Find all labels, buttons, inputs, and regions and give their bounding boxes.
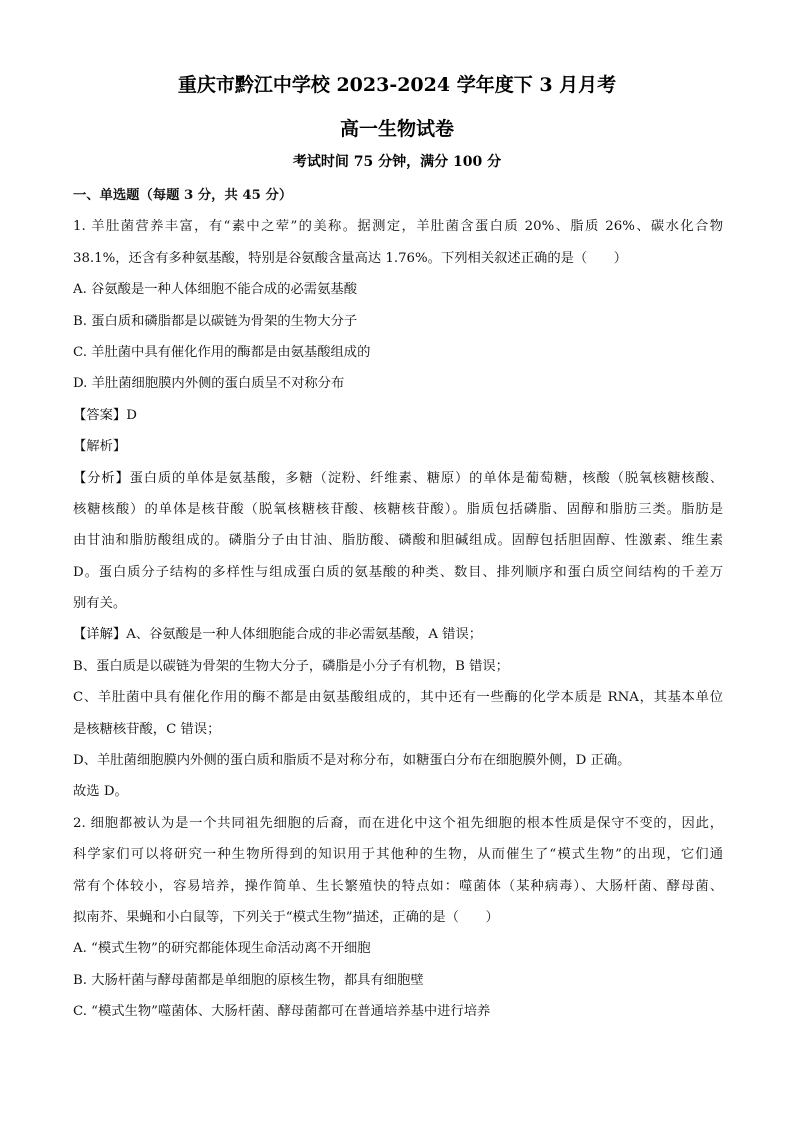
q1-explain-tag: 【解析】 bbox=[73, 439, 127, 455]
q1-option-b: B. 蛋白质和磷脂都是以碳链为骨架的生物大分子 bbox=[73, 313, 358, 329]
q1-detail-line: B、蛋白质是以碳链为骨架的生物大分子，磷脂是小分子有机物，B 错误； bbox=[73, 658, 509, 674]
paper-title: 高一生物试卷 bbox=[339, 118, 454, 140]
q1-analysis-line: 别有关。 bbox=[73, 596, 127, 612]
q1-analysis-line: D。蛋白质分子结构的多样性与组成蛋白质的氨基酸的种类、数目、排列顺序和蛋白质空间结构的千差万 bbox=[73, 564, 723, 580]
q2-stem-line: 科学家们可以将研究一种生物所得到的知识用于其他种的生物，从而催生了“模式生物”的出现，它们通 bbox=[73, 847, 723, 863]
school-exam-title: 重庆市黔江中学校 2023-2024 学年度下 3 月月考 bbox=[177, 74, 617, 96]
analysis-text: 蛋白质的单体是氨基酸，多糖（淀粉、纤维素、糖原）的单体是葡萄糖，核酸（脱氧核糖核酸、 bbox=[129, 470, 723, 486]
q2-stem-line: 常有个体较小，容易培养，操作简单、生长繁殖快的特点如：噬菌体（某种病毒）、大肠杆菌、酵母菌、 bbox=[73, 878, 723, 894]
q1-detail-line: D、羊肚菌细胞膜内外侧的蛋白质和脂质不是对称分布，如糖蛋白分布在细胞膜外侧，D 正确。 bbox=[73, 753, 631, 769]
detail-text: A、谷氨酸是一种人体细胞能合成的非必需氨基酸，A 错误； bbox=[126, 627, 483, 643]
q1-detail-line bbox=[73, 619, 723, 650]
q1-stem-line: 38.1%，还含有多种氨基酸，特别是谷氨酸含量高达 1.76%。下列相关叙述正确的是（ ） bbox=[73, 250, 628, 266]
q1-detail-line: 是核糖核苷酸，C 错误； bbox=[73, 721, 221, 737]
q1-analysis-line: 核糖核酸）的单体是核苷酸（脱氧核糖核苷酸、核糖核苷酸）。脂质包括磷脂、固醇和脂肪三类。脂肪是 bbox=[73, 501, 723, 517]
analysis-tag: 【分析】 bbox=[73, 470, 130, 486]
q1-stem-line: 1. 羊肚菌营养丰富，有“素中之荤”的美称。据测定，羊肚菌含蛋白质 20%、脂质 26%、碳水化合物 bbox=[73, 219, 723, 235]
q1-option-a: A. 谷氨酸是一种人体细胞不能合成的必需氨基酸 bbox=[73, 282, 357, 298]
q2-option-c: C. “模式生物”噬菌体、大肠杆菌、酵母菌都可在普通培养基中进行培养 bbox=[73, 1004, 491, 1020]
q1-conclusion: 故选 D。 bbox=[73, 784, 128, 800]
answer-value: D bbox=[126, 407, 137, 423]
exam-info: 考试时间 75 分钟，满分 100 分 bbox=[292, 154, 502, 170]
q1-answer bbox=[73, 400, 723, 431]
q1-option-c: C. 羊肚菌中具有催化作用的酶都是由氨基酸组成的 bbox=[73, 344, 371, 360]
answer-tag: 【答案】 bbox=[73, 407, 127, 423]
q2-stem-line: 拟南芥、果蝇和小白鼠等，下列关于“模式生物”描述，正确的是（ ） bbox=[73, 909, 499, 925]
q1-analysis-line bbox=[73, 463, 723, 494]
q1-detail-line: C、羊肚菌中具有催化作用的酶不都是由氨基酸组成的，其中还有一些酶的化学本质是 RNA，其基本单位 bbox=[73, 690, 723, 706]
exam-body bbox=[73, 180, 723, 1028]
section-heading: 一、单选题（每题 3 分，共 45 分） bbox=[73, 188, 293, 203]
q1-option-d: D. 羊肚菌细胞膜内外侧的蛋白质呈不对称分布 bbox=[73, 376, 345, 392]
q1-analysis-line: 由甘油和脂肪酸组成的。磷脂分子由甘油、脂肪酸、磷酸和胆碱组成。固醇包括胆固醇、性激素、维生素 bbox=[73, 533, 723, 549]
q2-stem-line: 2. 细胞都被认为是一个共同祖先细胞的后裔，而在进化中这个祖先细胞的根本性质是保守不变的，因此， bbox=[73, 815, 723, 831]
q2-option-b: B. 大肠杆菌与酵母菌都是单细胞的原核生物，都具有细胞壁 bbox=[73, 972, 424, 988]
q2-option-a: A. “模式生物”的研究都能体现生命活动离不开细胞 bbox=[73, 941, 371, 957]
detail-tag: 【详解】 bbox=[73, 627, 127, 643]
